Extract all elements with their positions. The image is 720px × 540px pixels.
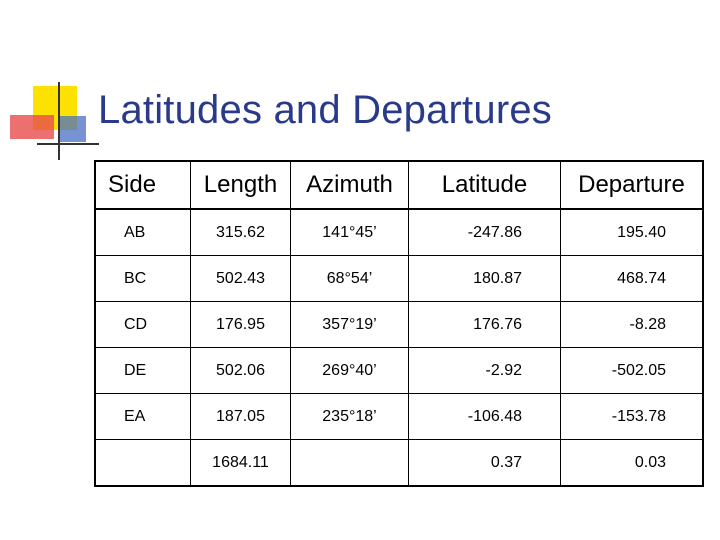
total-length: 1684.11 bbox=[191, 440, 291, 487]
header-azimuth: Azimuth bbox=[291, 161, 409, 209]
cell-side: BC bbox=[95, 256, 191, 302]
cell-azimuth: 235°18’ bbox=[291, 394, 409, 440]
header-length: Length bbox=[191, 161, 291, 209]
slide-title: Latitudes and Departures bbox=[98, 88, 552, 132]
cell-azimuth: 357°19’ bbox=[291, 302, 409, 348]
cell-azimuth: 141°45’ bbox=[291, 209, 409, 256]
table-row bbox=[95, 209, 703, 256]
total-azimuth bbox=[291, 440, 409, 487]
cell-azimuth: 68°54’ bbox=[291, 256, 409, 302]
cell-side: AB bbox=[95, 209, 191, 256]
decorative-vertical-line bbox=[58, 82, 60, 160]
header-departure: Departure bbox=[561, 161, 704, 209]
cell-side: EA bbox=[95, 394, 191, 440]
cell-length: 176.95 bbox=[191, 302, 291, 348]
table-totals-row bbox=[95, 440, 703, 487]
cell-latitude: -247.86 bbox=[409, 209, 561, 256]
cell-latitude: 180.87 bbox=[409, 256, 561, 302]
cell-length: 502.43 bbox=[191, 256, 291, 302]
cell-departure: 195.40 bbox=[561, 209, 704, 256]
latitudes-departures-table bbox=[94, 160, 704, 487]
decorative-red-bar bbox=[10, 115, 54, 139]
cell-latitude: -106.48 bbox=[409, 394, 561, 440]
cell-departure: -153.78 bbox=[561, 394, 704, 440]
cell-side: CD bbox=[95, 302, 191, 348]
cell-azimuth: 269°40’ bbox=[291, 348, 409, 394]
total-departure: 0.03 bbox=[561, 440, 704, 487]
cell-length: 502.06 bbox=[191, 348, 291, 394]
table-row bbox=[95, 394, 703, 440]
cell-latitude: 176.76 bbox=[409, 302, 561, 348]
table-row bbox=[95, 256, 703, 302]
table-row bbox=[95, 348, 703, 394]
total-latitude: 0.37 bbox=[409, 440, 561, 487]
decorative-horizontal-line bbox=[37, 143, 99, 145]
cell-departure: -502.05 bbox=[561, 348, 704, 394]
header-latitude: Latitude bbox=[409, 161, 561, 209]
cell-length: 187.05 bbox=[191, 394, 291, 440]
cell-departure: 468.74 bbox=[561, 256, 704, 302]
total-side bbox=[95, 440, 191, 487]
cell-length: 315.62 bbox=[191, 209, 291, 256]
cell-departure: -8.28 bbox=[561, 302, 704, 348]
header-side: Side bbox=[95, 161, 191, 209]
table-header-row bbox=[95, 161, 703, 209]
cell-side: DE bbox=[95, 348, 191, 394]
cell-latitude: -2.92 bbox=[409, 348, 561, 394]
table-row bbox=[95, 302, 703, 348]
decorative-blue-square bbox=[58, 116, 86, 142]
